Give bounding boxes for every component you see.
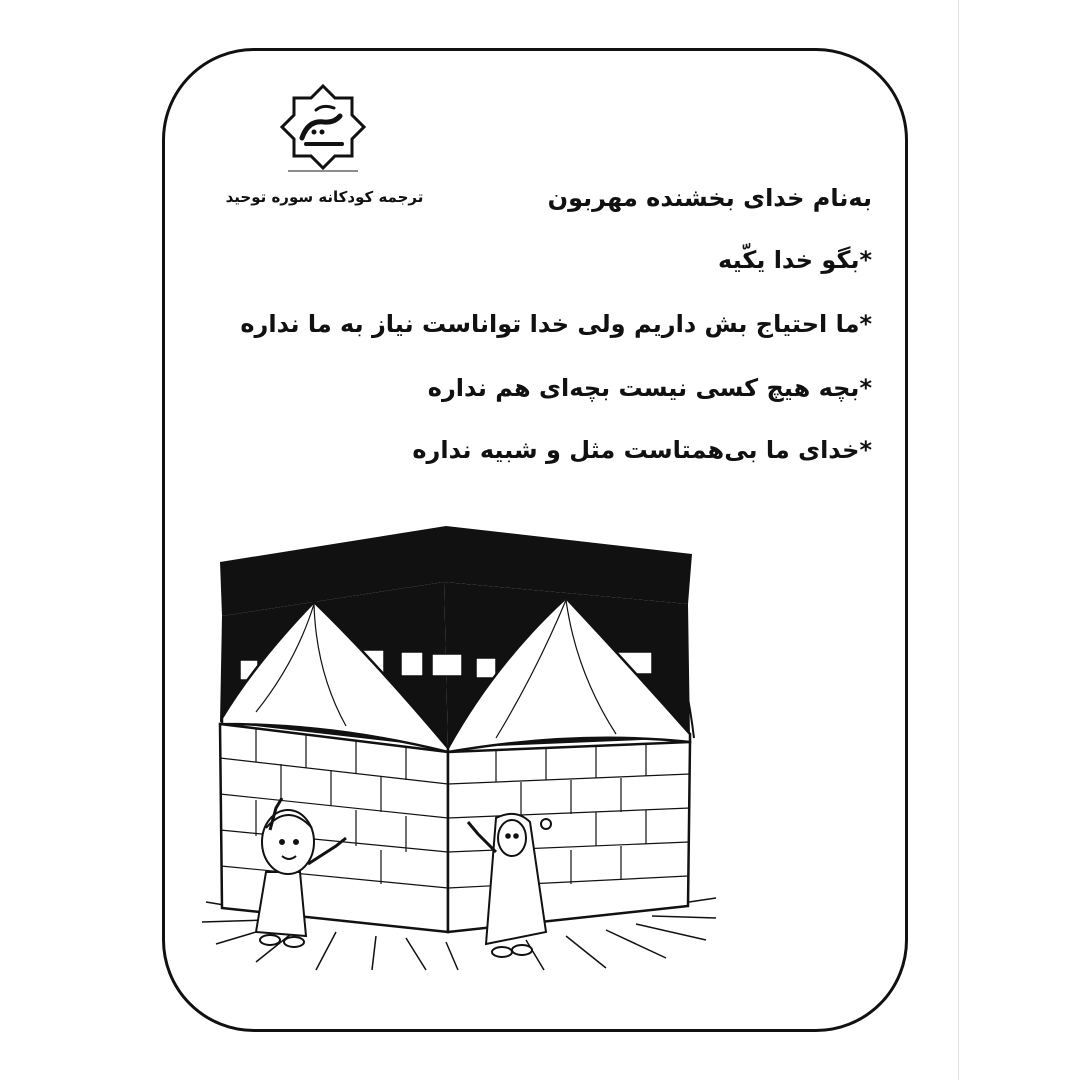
verse-line-4: *خدای ما بی‌همتاست مثل و شبیه نداره — [412, 436, 872, 464]
kaaba-illustration — [196, 512, 724, 972]
mishkat-logo — [268, 82, 378, 174]
page-subtitle: ترجمه کودکانه سوره توحید — [225, 188, 424, 206]
verse-line-2: *ما احتیاج بش داریم ولی خدا تواناست نیاز به ما نداره — [240, 310, 872, 338]
logo-emblem-icon — [268, 82, 378, 174]
page-edge-line — [958, 0, 959, 1080]
kaaba-drawing — [196, 512, 724, 972]
verse-line-1: *بگو خدا یکّیه — [718, 246, 872, 274]
basmala-line: به‌نام خدای بخشنده مهربون — [547, 184, 872, 212]
verse-line-3: *بچه هیچ کسی نیست بچه‌ای هم نداره — [427, 374, 872, 402]
